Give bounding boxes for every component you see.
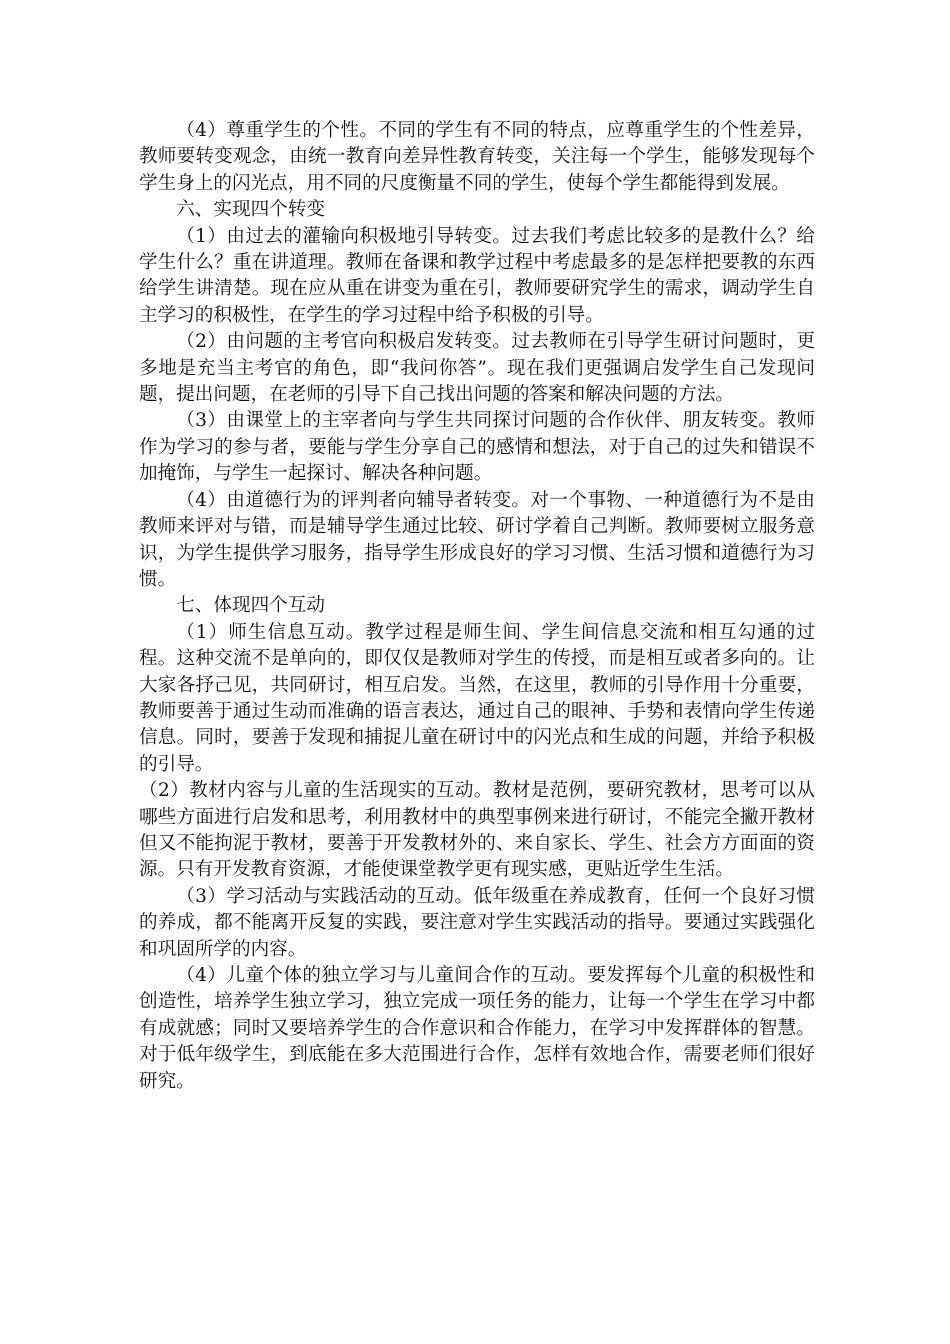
paragraph-interaction-3: （3）学习活动与实践活动的互动。低年级重在养成教育，任何一个良好习惯的养成，都不能离开反复的实践，要注意对学生实践活动的指导。要通过实践强化和巩固所学的内容。 bbox=[139, 885, 815, 960]
document-page bbox=[139, 118, 815, 1095]
section-heading-four-changes: 六、实现四个转变 bbox=[176, 199, 325, 221]
paragraph-change-1: （1）由过去的灌输向积极地引导转变。过去我们考虑比较多的是教什么？给学生什么？重在讲道理。教师在备课和教学过程中考虑最多的是怎样把要教的东西给学生讲清楚。现在应从重在讲变为重在引，教师要研究学生的需求，调动学生自主学习的积极性，在学生的学习过程中给予积极的引导。 bbox=[139, 225, 815, 326]
section-heading-four-interactions: 七、体现四个互动 bbox=[176, 595, 325, 617]
paragraph-change-3: （3）由课堂上的主宰者向与学生共同探讨问题的合作伙伴、朋友转变。教师作为学习的参与者，要能与学生分享自己的感情和想法，对于自己的过失和错误不加掩饰，与学生一起探讨、解决各种问题。 bbox=[139, 410, 815, 485]
paragraph-interaction-1: （1）师生信息互动。教学过程是师生间、学生间信息交流和相互勾通的过程。这种交流不是单向的，即仅仅是教师对学生的传授，而是相互或者多向的。让大家各抒己见，共同研讨，相互启发。当然，在这里，教师的引导作用十分重要，教师要善于通过生动而准确的语言表达，通过自己的眼神、手势和表情向学生传递信息。同时，要善于发现和捕捉儿童在研讨中的闪光点和生成的问题，并给予积极的引导。 bbox=[139, 621, 815, 775]
paragraph-change-2: （2）由问题的主考官向积极启发转变。过去教师在引导学生研讨问题时，更多地是充当主考官的角色，即“我问你答”。现在我们更强调启发学生自己发现问题，提出问题，在老师的引导下自己找出问题的答案和解决问题的方法。 bbox=[139, 331, 815, 406]
paragraph-interaction-4: （4）儿童个体的独立学习与儿童间合作的互动。要发挥每个儿童的积极性和创造性，培养学生独立学习，独立完成一项任务的能力，让每一个学生在学习中都有成就感；同时又要培养学生的合作意识和合作能力，在学习中发挥群体的智慧。对于低年级学生，到底能在多大范围进行合作，怎样有效地合作，需要老师们很好研究。 bbox=[139, 965, 815, 1092]
paragraph-interaction-2: （2）教材内容与儿童的生活现实的互动。教材是范例，要研究教材，思考可以从哪些方面进行启发和思考，利用教材中的典型事例来进行研讨，不能完全撇开教材但又不能拘泥于教材，要善于开发教材外的、来自家长、学生、社会方方面面的资源。只有开发教育资源，才能使课堂教学更有现实感，更贴近学生生活。 bbox=[139, 780, 815, 881]
paragraph-respect-individuality: （4）尊重学生的个性。不同的学生有不同的特点，应尊重学生的个性差异，教师要转变观念，由统一教育向差异性教育转变，关注每一个学生，能够发现每个学生身上的闪光点，用不同的尺度衡量不同的学生，使每个学生都能得到发展。 bbox=[139, 120, 815, 194]
paragraph-change-4: （4）由道德行为的评判者向辅导者转变。对一个事物、一种道德行为不是由教师来评对与错，而是辅导学生通过比较、研讨学着自己判断。教师要树立服务意识，为学生提供学习服务，指导学生形成良好的学习习惯、生活习惯和道德行为习惯。 bbox=[139, 489, 815, 590]
